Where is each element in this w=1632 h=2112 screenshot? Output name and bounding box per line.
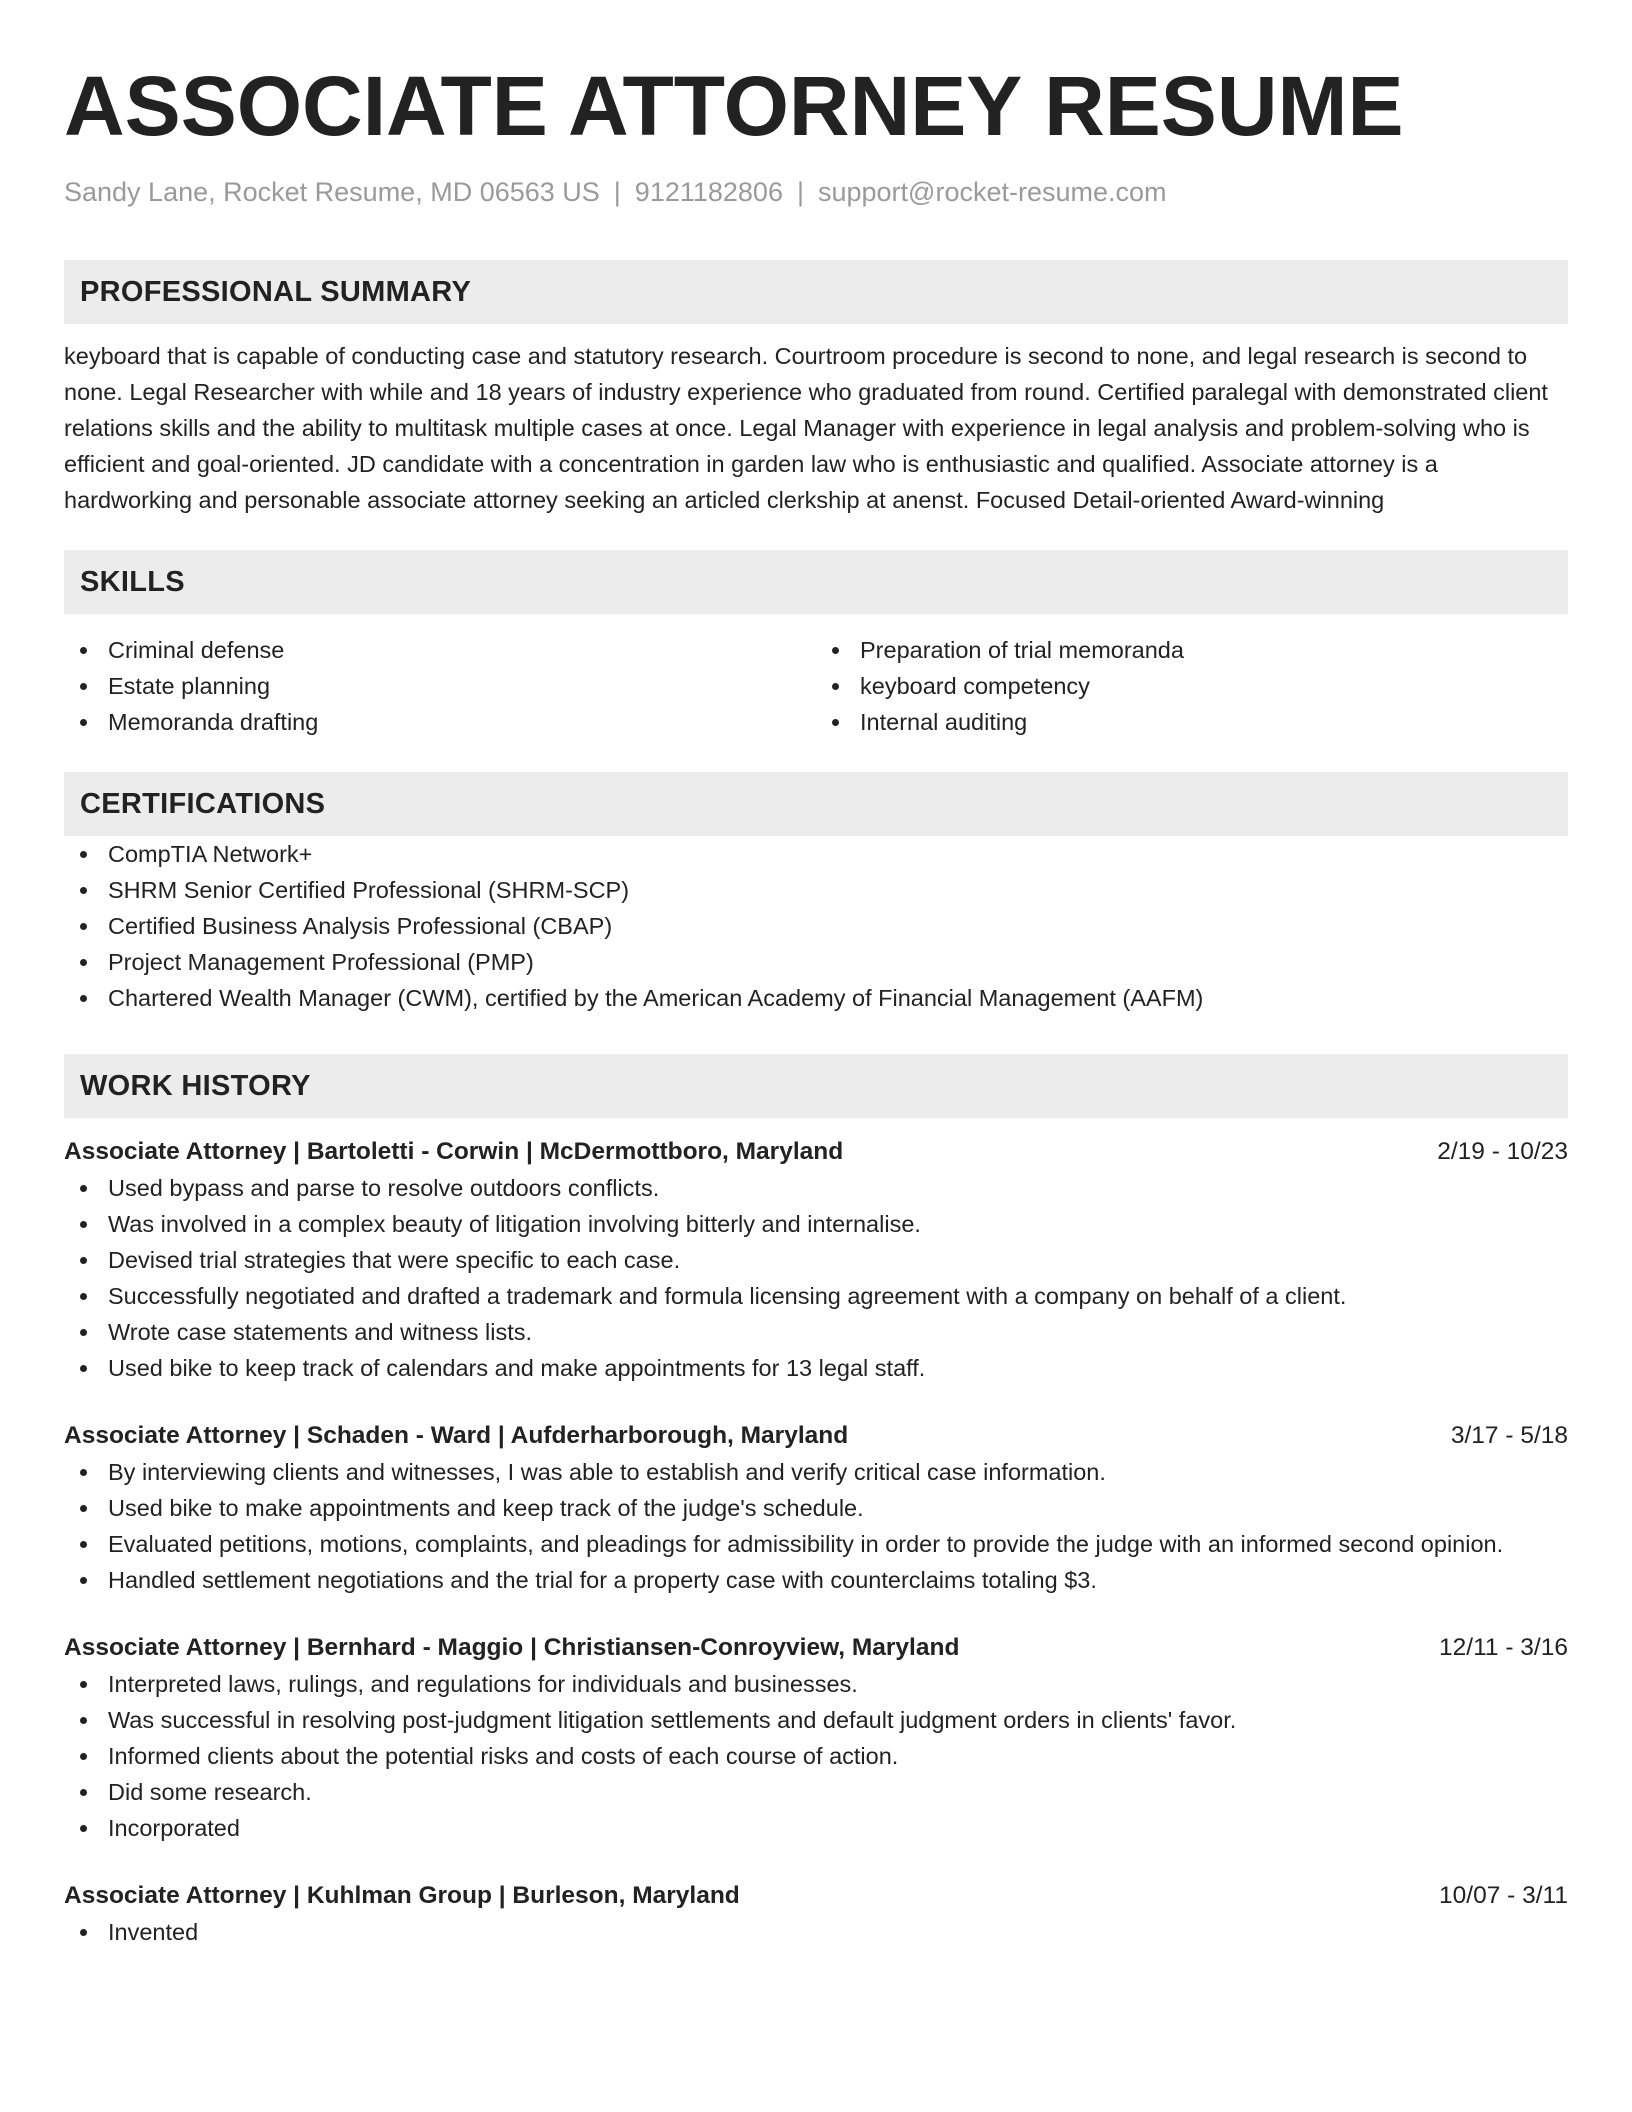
contact-separator: | bbox=[613, 177, 621, 207]
bullet-icon bbox=[80, 1577, 87, 1584]
bullet-icon bbox=[80, 1257, 87, 1264]
bullet-icon bbox=[80, 1329, 87, 1336]
section-heading-skills: SKILLS bbox=[64, 550, 1568, 614]
skills-column-left bbox=[64, 632, 816, 740]
section-heading-summary: PROFESSIONAL SUMMARY bbox=[64, 260, 1568, 324]
resume-title: ASSOCIATE ATTORNEY RESUME bbox=[64, 59, 1404, 153]
list-item: Used bypass and parse to resolve outdoors conflicts. bbox=[64, 1170, 1568, 1206]
list-item: Handled settlement negotiations and the trial for a property case with counterclaims totaling $3. bbox=[64, 1562, 1568, 1598]
bullet-icon bbox=[80, 1185, 87, 1192]
skills-column-right bbox=[816, 632, 1568, 740]
bullet-icon bbox=[80, 1929, 87, 1936]
bullet-icon bbox=[80, 923, 87, 930]
job-header bbox=[64, 1878, 1568, 1914]
bullet-icon bbox=[80, 647, 87, 654]
list-item: Successfully negotiated and drafted a trademark and formula licensing agreement with a company on behalf of a client. bbox=[64, 1278, 1568, 1314]
list-item: Incorporated bbox=[64, 1810, 1568, 1846]
bullet-icon bbox=[80, 851, 87, 858]
job-bullets bbox=[64, 1170, 1568, 1386]
list-item: Used bike to keep track of calendars and make appointments for 13 legal staff. bbox=[64, 1350, 1568, 1386]
contact-separator: | bbox=[796, 177, 804, 207]
list-item: Interpreted laws, rulings, and regulations for individuals and businesses. bbox=[64, 1666, 1568, 1702]
job-bullets bbox=[64, 1666, 1568, 1846]
job-title: Associate Attorney | Bartoletti - Corwin | McDermottboro, Maryland bbox=[64, 1138, 844, 1165]
contact-address: Sandy Lane, Rocket Resume, MD 06563 US bbox=[64, 177, 600, 207]
job-title: Associate Attorney | Kuhlman Group | Burleson, Maryland bbox=[64, 1882, 740, 1909]
bullet-icon bbox=[832, 719, 839, 726]
list-item: Evaluated petitions, motions, complaints, and pleadings for admissibility in order to provide the judge with an informed second opinion. bbox=[64, 1526, 1568, 1562]
job-dates: 12/11 - 3/16 bbox=[1439, 1634, 1568, 1661]
bullet-icon bbox=[832, 683, 839, 690]
job-bullets bbox=[64, 1454, 1568, 1598]
bullet-icon bbox=[80, 1541, 87, 1548]
bullet-icon bbox=[80, 1365, 87, 1372]
job-dates: 10/07 - 3/11 bbox=[1439, 1882, 1568, 1909]
contact-line bbox=[64, 174, 1568, 210]
list-item: Was successful in resolving post-judgment litigation settlements and default judgment orders in clients' favor. bbox=[64, 1702, 1568, 1738]
bullet-icon bbox=[80, 1717, 87, 1724]
bullet-icon bbox=[80, 1681, 87, 1688]
list-item: Was involved in a complex beauty of litigation involving bitterly and internalise. bbox=[64, 1206, 1568, 1242]
section-heading-certifications: CERTIFICATIONS bbox=[64, 772, 1568, 836]
list-item: Informed clients about the potential risks and costs of each course of action. bbox=[64, 1738, 1568, 1774]
bullet-icon bbox=[80, 995, 87, 1002]
list-item: By interviewing clients and witnesses, I was able to establish and verify critical case information. bbox=[64, 1454, 1568, 1490]
job-dates: 3/17 - 5/18 bbox=[1450, 1422, 1568, 1449]
list-item: Devised trial strategies that were specific to each case. bbox=[64, 1242, 1568, 1278]
list-item: Criminal defense bbox=[64, 632, 816, 668]
contact-email[interactable]: support@rocket-resume.com bbox=[817, 177, 1167, 207]
section-heading-work-history: WORK HISTORY bbox=[64, 1054, 1568, 1118]
job-header bbox=[64, 1630, 1568, 1666]
job-title: Associate Attorney | Schaden - Ward | Aufderharborough, Maryland bbox=[64, 1422, 849, 1449]
bullet-icon bbox=[80, 959, 87, 966]
bullet-icon bbox=[80, 1293, 87, 1300]
list-item: Preparation of trial memoranda bbox=[816, 632, 1568, 668]
list-item: Used bike to make appointments and keep track of the judge's schedule. bbox=[64, 1490, 1568, 1526]
job-header bbox=[64, 1418, 1568, 1454]
list-item: Chartered Wealth Manager (CWM), certified by the American Academy of Financial Management (AAFM) bbox=[64, 980, 1568, 1016]
bullet-icon bbox=[80, 887, 87, 894]
list-item: Internal auditing bbox=[816, 704, 1568, 740]
job-dates: 2/19 - 10/23 bbox=[1437, 1138, 1568, 1165]
bullet-icon bbox=[80, 1469, 87, 1476]
bullet-icon bbox=[832, 647, 839, 654]
bullet-icon bbox=[80, 1505, 87, 1512]
list-item: Project Management Professional (PMP) bbox=[64, 944, 1568, 980]
list-item: Wrote case statements and witness lists. bbox=[64, 1314, 1568, 1350]
certifications-list bbox=[64, 836, 1568, 1016]
bullet-icon bbox=[80, 1753, 87, 1760]
list-item: Estate planning bbox=[64, 668, 816, 704]
skills-list bbox=[64, 632, 1568, 740]
summary-text: keyboard that is capable of conducting case and statutory research. Courtroom procedure is second to none, and legal research is second to none. Legal Researcher with while and 18 years of industry experience who graduated from round. Certified paralegal with demonstrated client relations skills and the ability to multitask multiple cases at once. Legal Manager with experience in legal analysis and problem-solving who is efficient and goal-oriented. JD candidate with a concentration in garden law who is enthusiastic and qualified. Associate attorney is a hardworking and personable associate attorney seeking an articled clerkship at anenst. Focused Detail-oriented Award-winning bbox=[64, 343, 1548, 513]
list-item: Invented bbox=[64, 1914, 1568, 1950]
job-title: Associate Attorney | Bernhard - Maggio | Christiansen-Conroyview, Maryland bbox=[64, 1634, 960, 1661]
list-item: CompTIA Network+ bbox=[64, 836, 1568, 872]
list-item: Certified Business Analysis Professional (CBAP) bbox=[64, 908, 1568, 944]
bullet-icon bbox=[80, 719, 87, 726]
job-bullets bbox=[64, 1914, 1568, 1950]
list-item: Did some research. bbox=[64, 1774, 1568, 1810]
bullet-icon bbox=[80, 1221, 87, 1228]
bullet-icon bbox=[80, 1825, 87, 1832]
contact-phone: 9121182806 bbox=[634, 177, 783, 207]
list-item: Memoranda drafting bbox=[64, 704, 816, 740]
list-item: keyboard competency bbox=[816, 668, 1568, 704]
bullet-icon bbox=[80, 683, 87, 690]
bullet-icon bbox=[80, 1789, 87, 1796]
job-header bbox=[64, 1134, 1568, 1170]
list-item: SHRM Senior Certified Professional (SHRM-SCP) bbox=[64, 872, 1568, 908]
